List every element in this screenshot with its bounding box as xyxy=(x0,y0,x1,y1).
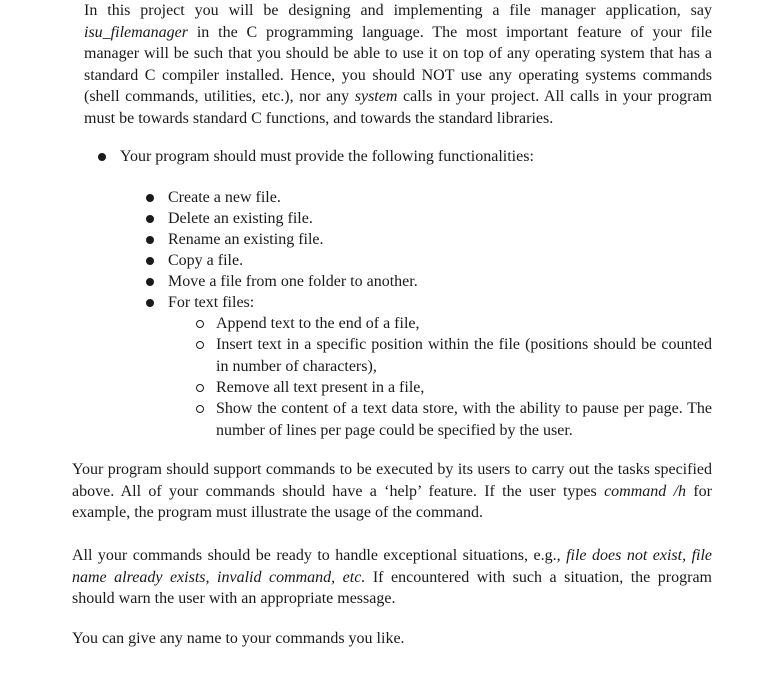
exception-examples: file does not exist, file name already exists, invalid command, etc. xyxy=(72,547,713,586)
bullet-ring-icon xyxy=(196,405,204,413)
bullet-disc-icon xyxy=(146,194,154,202)
list-item: Rename an existing file. xyxy=(168,231,324,248)
list-item: Copy a file. xyxy=(168,252,244,269)
bullet-disc-icon xyxy=(146,257,154,265)
bullet-disc-icon xyxy=(98,153,106,161)
list-item: Remove all text present in a file, xyxy=(216,379,425,396)
exceptions-text-1: All your commands should be ready to handle exceptional situations, e.g., xyxy=(72,547,567,564)
commands-text-2: for example, the program must illustrate the usage of the command. xyxy=(72,482,713,521)
app-name: isu_filemanager xyxy=(84,23,188,41)
list-item: Insert text in a specific position within the file (positions should be counted in number of characters), xyxy=(216,336,712,375)
list-item: For text files: xyxy=(168,294,255,311)
list-item: Create a new file. xyxy=(168,189,281,206)
functionalities-heading-text: Your program should must provide the following functionalities: xyxy=(120,148,534,165)
bullet-ring-icon xyxy=(196,320,204,328)
list-item: Move a file from one folder to another. xyxy=(168,273,418,290)
bullet-disc-icon xyxy=(146,299,154,307)
bullet-disc-icon xyxy=(146,215,154,223)
bullet-ring-icon xyxy=(196,384,204,392)
commands-paragraph xyxy=(72,459,712,524)
bullet-ring-icon xyxy=(196,341,204,349)
exceptions-text-2: If encountered with such a situation, the program should warn the user with an appropriate message. xyxy=(72,568,713,607)
list-item: Append text to the end of a file, xyxy=(216,315,420,332)
list-item: Delete an existing file. xyxy=(168,210,313,227)
command-example: command /h xyxy=(604,482,687,500)
closing-paragraph: You can give any name to your commands you like. xyxy=(72,630,405,647)
intro-text-2: in the C programming language. The most important feature of your file manager will be such that you should be able to use it on top of any operating system that has a standard C compiler installed. Hence, you should NOT use any operating systems commands (shell commands, utilities, etc.), nor any xyxy=(84,23,712,105)
intro-paragraph xyxy=(84,0,712,129)
exceptions-paragraph xyxy=(72,545,712,610)
bullet-disc-icon xyxy=(146,278,154,286)
system-word: system xyxy=(354,88,398,105)
bullet-disc-icon xyxy=(146,236,154,244)
list-item: Show the content of a text data store, with the ability to pause per page. The number of lines per page could be specified by the user. xyxy=(216,400,712,439)
intro-text-3: calls in your project. All calls in your program must be towards standard C functions, and towards the standard libraries. xyxy=(84,88,712,127)
intro-text-1: In this project you will be designing and implementing a file manager application, say xyxy=(84,2,712,19)
commands-text-1: Your program should support commands to be executed by its users to carry out the tasks specified above. All of your commands should have a ‘help’ feature. If the user types xyxy=(72,461,712,500)
